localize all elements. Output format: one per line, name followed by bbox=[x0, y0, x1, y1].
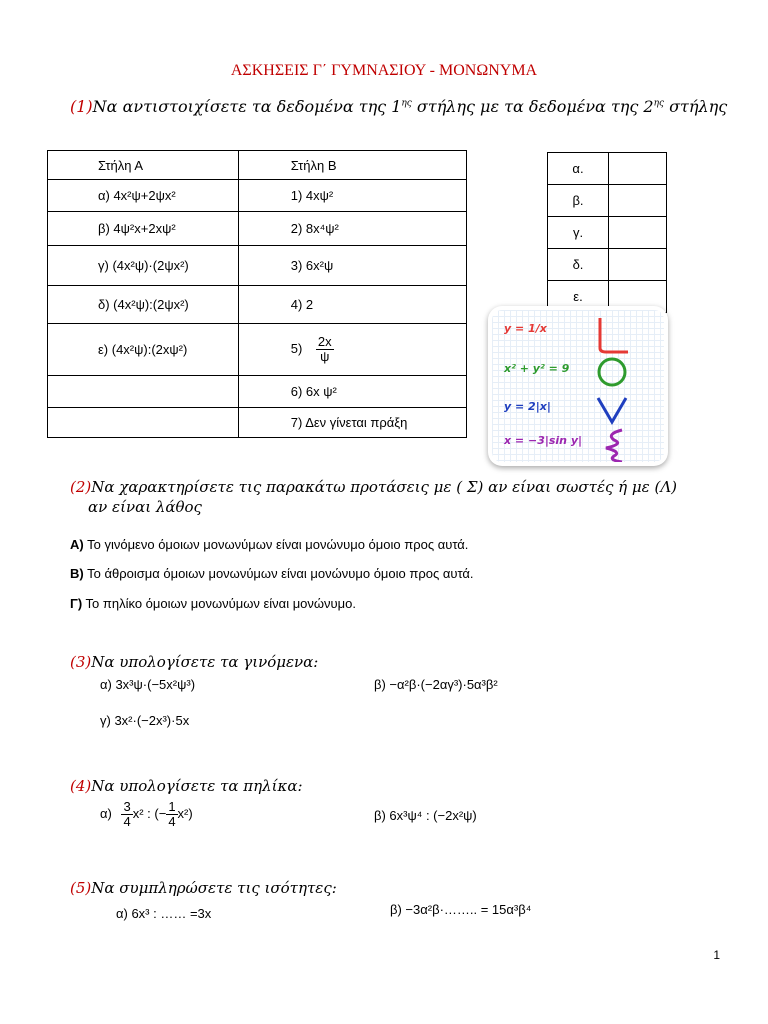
statement-text: Το άθροισμα όμοιων μονωνύμων είναι μονώνυμο όμοιο προς αυτά. bbox=[83, 566, 474, 581]
answer-label: β. bbox=[548, 185, 609, 217]
q2-heading bbox=[70, 478, 677, 496]
q4-number: (4) bbox=[70, 777, 92, 795]
answer-box[interactable] bbox=[609, 249, 667, 281]
col-b-prefix: 5) bbox=[290, 340, 303, 356]
q1-text-b: στήλης με τα δεδομένα της 2 bbox=[411, 97, 654, 116]
q3-expr-b: β) −α²β·(−2αγ³)·5α³β² bbox=[374, 677, 498, 692]
table-header-row bbox=[48, 151, 467, 180]
answer-label: α. bbox=[548, 153, 609, 185]
answer-box[interactable] bbox=[609, 217, 667, 249]
equation-label: y = 1/x bbox=[504, 322, 547, 335]
fraction-denominator: 4 bbox=[168, 814, 176, 830]
statement-a bbox=[70, 537, 468, 552]
col-b-cell: 6) 6x ψ² bbox=[238, 376, 466, 408]
answer-row bbox=[548, 217, 667, 249]
equation-label: x² + y² = 9 bbox=[504, 362, 570, 375]
table-row bbox=[48, 212, 467, 246]
q1-text-a: Να αντιστοιχίσετε τα δεδομένα της 1 bbox=[92, 97, 402, 116]
fraction-denominator: ψ bbox=[320, 349, 330, 364]
col-a-cell: ε) (4x²ψ):(2xψ²) bbox=[48, 324, 239, 376]
q1-text-c: στήλης bbox=[664, 97, 728, 116]
col-a-cell: δ) (4x²ψ):(2ψx²) bbox=[48, 286, 239, 324]
q4-a-end: x²) bbox=[177, 806, 193, 822]
fraction-denominator: 4 bbox=[123, 814, 131, 830]
q2-number: (2) bbox=[70, 478, 92, 496]
answer-table bbox=[547, 152, 667, 313]
table-row bbox=[48, 180, 467, 212]
table-row bbox=[48, 286, 467, 324]
q3-text: Να υπολογίσετε τα γινόμενα: bbox=[91, 653, 319, 671]
q1-sup2: ης bbox=[653, 98, 665, 109]
q5-expr-b: β) −3α²β·…….. = 15α³β⁴ bbox=[390, 902, 532, 917]
q4-heading bbox=[70, 777, 303, 795]
q2-text: Να χαρακτηρίσετε τις παρακάτω προτάσεις με ( Σ) αν είναι σωστές ή με (Λ) bbox=[91, 478, 678, 496]
q2-text-line2: αν είναι λάθος bbox=[88, 498, 202, 516]
answer-box[interactable] bbox=[609, 153, 667, 185]
q3-heading bbox=[70, 653, 318, 671]
page-title: ΑΣΚΗΣΕΙΣ Γ΄ ΓΥΜΝΑΣΙΟΥ - ΜΟΝΩΝΥΜΑ bbox=[230, 62, 538, 79]
q1-number: (1) bbox=[70, 97, 93, 116]
fraction-numerator: 3 bbox=[123, 799, 131, 814]
col-a-cell: β) 4ψ²x+2xψ² bbox=[48, 212, 239, 246]
statement-label: Γ) bbox=[70, 596, 83, 611]
q4-expr-b: β) 6x³ψ⁴ : (−2x²ψ) bbox=[374, 808, 477, 823]
fraction bbox=[316, 335, 334, 365]
statement-label: Α) bbox=[70, 537, 84, 552]
q4-expr-a bbox=[100, 800, 193, 830]
fraction-numerator: 2x bbox=[317, 333, 332, 349]
col-b-cell: 3) 6x²ψ bbox=[238, 246, 466, 286]
answer-row bbox=[548, 249, 667, 281]
fraction bbox=[166, 800, 177, 830]
graph-shapes-icon bbox=[592, 314, 632, 462]
statement-c bbox=[70, 596, 356, 611]
col-b-header: Στήλη Β bbox=[238, 151, 466, 180]
graph-grid bbox=[492, 310, 664, 462]
col-b-cell: 4) 2 bbox=[238, 286, 466, 324]
q5-expr-a: α) 6x³ : …… =3x bbox=[116, 906, 212, 921]
q3-number: (3) bbox=[70, 653, 92, 671]
answer-label: δ. bbox=[548, 249, 609, 281]
table-row bbox=[48, 408, 467, 438]
fraction-numerator: 1 bbox=[168, 799, 176, 814]
matching-table bbox=[47, 150, 467, 438]
q5-number: (5) bbox=[70, 879, 92, 897]
graph-illustration bbox=[488, 306, 668, 466]
equation-label: x = −3|sin y| bbox=[504, 434, 583, 447]
q4-a-mid: x² : (− bbox=[132, 806, 167, 822]
q1-sup1: ης bbox=[401, 98, 412, 109]
q3-expr-c: γ) 3x²·(−2x³)·5x bbox=[100, 713, 190, 728]
col-a-cell bbox=[48, 408, 239, 438]
fraction bbox=[121, 800, 132, 830]
col-a-header: Στήλη Α bbox=[48, 151, 239, 180]
answer-box[interactable] bbox=[609, 185, 667, 217]
answer-label: ε. bbox=[548, 281, 609, 313]
q5-heading bbox=[70, 879, 337, 897]
col-b-cell bbox=[238, 324, 466, 376]
q1-heading bbox=[70, 97, 727, 116]
statement-text: Το γινόμενο όμοιων μονωνύμων είναι μονώνυμο όμοιο προς αυτά. bbox=[83, 537, 469, 552]
col-a-cell: α) 4x²ψ+2ψx² bbox=[48, 180, 239, 212]
col-a-cell: γ) (4x²ψ)·(2ψx²) bbox=[48, 246, 239, 286]
col-b-cell: 2) 8x⁴ψ² bbox=[238, 212, 466, 246]
statement-b bbox=[70, 566, 474, 581]
statement-label: Β) bbox=[70, 566, 84, 581]
answer-row bbox=[548, 153, 667, 185]
q4-a-label: α) bbox=[100, 806, 112, 822]
page-number: 1 bbox=[713, 948, 720, 962]
col-b-cell: 7) Δεν γίνεται πράξη bbox=[238, 408, 466, 438]
table-row bbox=[48, 324, 467, 376]
q4-text: Να υπολογίσετε τα πηλίκα: bbox=[91, 777, 303, 795]
table-row bbox=[48, 376, 467, 408]
answer-label: γ. bbox=[548, 217, 609, 249]
answer-row bbox=[548, 185, 667, 217]
q5-text: Να συμπληρώσετε τις ισότητες: bbox=[91, 879, 337, 897]
col-b-cell: 1) 4xψ² bbox=[238, 180, 466, 212]
q3-expr-a: α) 3x³ψ·(−5x²ψ³) bbox=[100, 677, 196, 692]
equation-label: y = 2|x| bbox=[504, 400, 551, 413]
col-a-cell bbox=[48, 376, 239, 408]
table-row bbox=[48, 246, 467, 286]
statement-text: Το πηλίκο όμοιων μονωνύμων είναι μονώνυμο. bbox=[82, 596, 357, 611]
